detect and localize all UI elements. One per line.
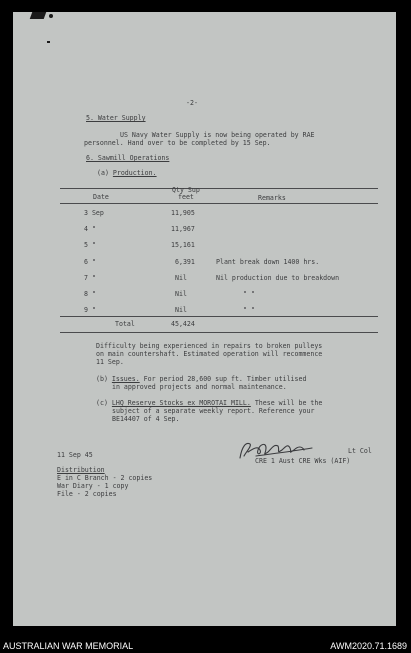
document-date: 11 Sep 45: [57, 451, 93, 459]
total-value: 45,424: [171, 320, 195, 328]
difficulty-line-1: Difficulty being experienced in repairs to broken pulleys: [96, 342, 323, 350]
distribution-line: File - 2 copies: [57, 490, 117, 498]
issues-line-2: in approved projects and normal maintenance.: [112, 383, 287, 391]
signature-rank: Lt Col: [348, 447, 372, 455]
table-header-rule: [60, 203, 378, 204]
header-qty-line2: feet: [178, 193, 194, 201]
row-date: 3 Sep: [84, 209, 104, 217]
header-date: Date: [93, 193, 109, 201]
sub-a-title: Production.: [112, 169, 157, 177]
document-page: [13, 12, 396, 626]
sub-a-label: (a): [97, 169, 113, 177]
row-remarks: Plant break down 1400 hrs.: [216, 258, 320, 266]
header-remarks: Remarks: [258, 194, 286, 202]
reserve-line-2: subject of a separate weekly report. Reference your: [112, 407, 315, 415]
row-date: 5 ": [84, 241, 96, 249]
distribution-line: War Diary - 1 copy: [57, 482, 129, 490]
row-remarks: " ": [243, 306, 255, 314]
water-supply-heading-text: 5. Water Supply: [86, 114, 146, 122]
sub-c-text: These will be the: [250, 399, 323, 407]
row-date: 7 ": [84, 274, 96, 282]
row-remarks: Nil production due to breakdown: [216, 274, 340, 282]
sub-c-title: LHQ Reserve Stocks ex MOROTAI MILL.: [111, 399, 251, 407]
difficulty-line-2: on main countershaft. Estimated operation will recommence: [96, 350, 323, 358]
pin-mark: [49, 14, 53, 18]
table-top-rule: [60, 188, 378, 189]
reserve-line-3: BE14407 of 4 Sep.: [112, 415, 180, 423]
water-line-2: personnel. Hand over to be completed by 15 Sep.: [84, 139, 271, 147]
row-qty: 11,967: [171, 225, 195, 233]
row-date: 9 ": [84, 306, 96, 314]
row-date: 8 ": [84, 290, 96, 298]
page-number: -2-: [186, 99, 198, 107]
distribution-line: E in C Branch - 2 copies: [57, 474, 153, 482]
row-qty: Nil: [175, 290, 187, 298]
archive-footer: [0, 638, 411, 653]
production-subheading: [97, 170, 157, 178]
pin-mark: [47, 41, 50, 43]
signature-title: CRE 1 Aust CRE Wks (AIF): [255, 457, 351, 465]
sub-b-label: (b): [96, 375, 112, 383]
water-line-1: US Navy Water Supply is now being operated by RAE: [120, 131, 315, 139]
sub-b-text: For period 28,600 sup ft. Timber utilised: [139, 375, 307, 383]
row-date: 4 ": [84, 225, 96, 233]
distribution-heading-text: Distribution: [57, 466, 105, 474]
sub-c-label: (c): [96, 399, 112, 407]
header-qty-line1: Qty Sup: [172, 186, 200, 194]
difficulty-line-3: 11 Sep.: [96, 358, 124, 366]
sub-b-title: Issues.: [111, 375, 140, 383]
row-qty: 6,391: [175, 258, 195, 266]
sawmill-heading-text: 6. Sawmill Operations: [86, 154, 170, 162]
water-supply-heading: [86, 115, 146, 123]
row-qty: Nil: [175, 306, 187, 314]
footer-accession-number: AWM2020.71.1689: [330, 641, 407, 651]
row-qty: 11,905: [171, 209, 195, 217]
footer-institution: AUSTRALIAN WAR MEMORIAL: [3, 641, 134, 651]
table-bottom-rule: [60, 332, 378, 333]
table-total-rule: [60, 316, 378, 317]
row-remarks: " ": [243, 290, 255, 298]
sawmill-heading: [86, 155, 169, 163]
row-qty: 15,161: [171, 241, 195, 249]
total-label: Total: [115, 320, 135, 328]
row-date: 6 ": [84, 258, 96, 266]
row-qty: Nil: [175, 274, 187, 282]
clip-mark: [30, 12, 47, 19]
